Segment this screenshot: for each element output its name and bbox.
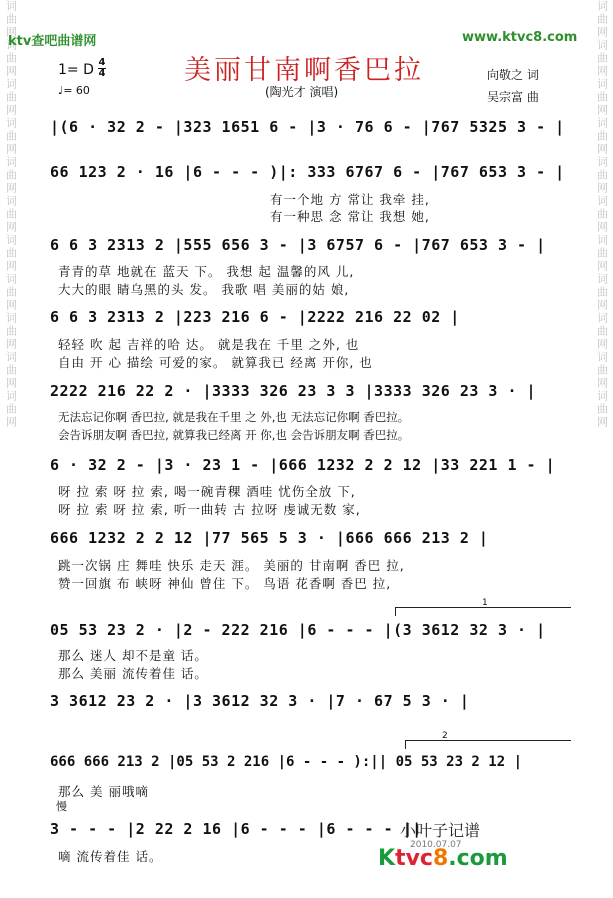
- score-line-5: 2222 216 22 2 · |3333 326 23 3 3 |3333 326 23 3 · |: [50, 382, 537, 400]
- lyric-line-6a: 呀 拉 索 呀 拉 索, 喝一碗青稞 酒哇 忧伤全放 下,: [58, 484, 356, 499]
- time-signature: 4 4: [98, 57, 106, 79]
- score-line-8: 05 53 23 2 · |2 - 222 216 |6 - - - |(3 3612 32 3 · |: [50, 621, 546, 639]
- volta-bracket-1: [395, 607, 571, 616]
- volta-number-1: 1: [482, 598, 488, 608]
- score-line-4: 6 6 3 2313 2 |223 216 6 - |2222 216 22 02 |: [50, 308, 460, 326]
- lyric-line-3b: 大大的眼 睛乌黑的头 发。 我歌 唱 美丽的姑 娘,: [58, 282, 350, 297]
- lyric-line-6b: 呀 拉 索 呀 拉 索, 听一曲转 古 拉呀 虔诚无数 家,: [58, 502, 361, 517]
- watermark-left: 词曲网词曲网词曲网词曲网词曲网词曲网词曲网词曲网词曲网词曲网词曲网: [4, 0, 18, 429]
- score-line-7: 666 1232 2 2 12 |77 565 5 3 · |666 666 213 2 |: [50, 529, 489, 547]
- score-line-2: 66 123 2 · 16 |6 - - - )|: 333 6767 6 - |767 653 3 - |: [50, 163, 565, 181]
- lyric-line-4b: 自由 开 心 描绘 可爱的家。 就算我已 经离 开你, 也: [58, 355, 373, 370]
- score-line-9: 3 3612 23 2 · |3 3612 32 3 · |7 · 67 5 3 · |: [50, 692, 470, 710]
- lyric-line-5b: 会告诉朋友啊 香巴拉, 就算我已经离 开 你,也 会告诉朋友啊 香巴拉。: [58, 428, 410, 442]
- transcriber-signature: 小叶子记谱: [400, 821, 481, 840]
- score-line-11: 3 - - - |2 22 2 16 |6 - - - |6 - - - ||: [50, 820, 422, 838]
- lyric-line-7a: 跳一次锅 庄 舞哇 快乐 走天 涯。 美丽的 甘南啊 香巴 拉,: [58, 558, 405, 573]
- score-line-6: 6 · 32 2 - |3 · 23 1 - |666 1232 2 2 12 |33 221 1 - |: [50, 456, 556, 474]
- key-signature: 1= D: [58, 62, 94, 78]
- lyric-line-4a: 轻轻 吹 起 吉祥的哈 达。 就是我在 千里 之外, 也: [58, 337, 360, 352]
- site-logo[interactable]: Ktvc8.com: [378, 846, 508, 871]
- transcription-date: 2010.07.07: [410, 840, 462, 850]
- lyricist-credit: 向敬之 词: [487, 68, 539, 82]
- watermark-right: 词曲网词曲网词曲网词曲网词曲网词曲网词曲网词曲网词曲网词曲网词曲网: [595, 0, 609, 429]
- tempo-slow-mark: 慢: [56, 800, 67, 813]
- tempo-mark: ♩= 60: [58, 84, 90, 97]
- singer-credit: (陶光才 演唱): [265, 85, 339, 99]
- lyric-line-10: 那么 美 丽哦嘀: [58, 784, 149, 799]
- lyric-line-3a: 青青的草 地就在 蓝天 下。 我想 起 温馨的风 儿,: [58, 264, 355, 279]
- score-line-1: |(6 · 32 2 - |323 1651 6 - |3 · 76 6 - |767 5325 3 - |: [50, 118, 565, 136]
- lyric-line-8b: 那么 美丽 流传着佳 话。: [58, 666, 208, 681]
- volta-bracket-2: [405, 740, 571, 749]
- lyric-line-2b: 有一种思 念 常让 我想 她,: [270, 209, 430, 224]
- site-brand-left[interactable]: ktv查吧曲谱网: [8, 34, 97, 49]
- song-title: 美丽甘南啊香巴拉: [184, 55, 424, 86]
- lyric-line-2a: 有一个地 方 常让 我牵 挂,: [270, 192, 430, 207]
- score-line-10: 666 666 213 2 |05 53 2 216 |6 - - - ):|| 05 53 23 2 12 |: [50, 754, 523, 770]
- volta-number-2: 2: [442, 731, 448, 741]
- score-line-3: 6 6 3 2313 2 |555 656 3 - |3 6757 6 - |767 653 3 - |: [50, 236, 546, 254]
- lyric-line-5a: 无法忘记你啊 香巴拉, 就是我在千里 之 外,也 无法忘记你啊 香巴拉。: [58, 410, 410, 424]
- lyric-line-8a: 那么 迷人 却不是童 话。: [58, 648, 208, 663]
- lyric-line-11: 嘀 流传着佳 话。: [58, 849, 163, 864]
- site-url-right[interactable]: www.ktvc8.com: [462, 30, 578, 45]
- composer-credit: 吴宗富 曲: [487, 90, 539, 104]
- lyric-line-7b: 赞一回旗 布 峡呀 神仙 曾住 下。 鸟语 花香啊 香巴 拉,: [58, 576, 392, 591]
